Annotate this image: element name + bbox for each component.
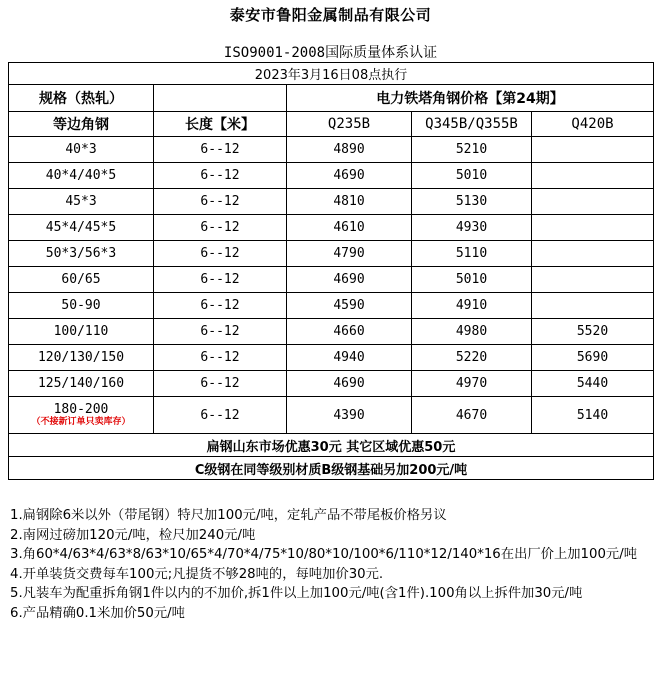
price-q235b: 4810 [287, 189, 412, 215]
price-table [8, 62, 654, 480]
price-q235b: 4590 [287, 293, 412, 319]
price-q420b [532, 241, 654, 267]
price-q345b: 4910 [412, 293, 532, 319]
length-cell: 6--12 [154, 293, 287, 319]
note-item: 2.南网过磅加120元/吨，检尺加240元/吨 [10, 527, 256, 543]
price-q420b [532, 293, 654, 319]
price-q345b: 5010 [412, 267, 532, 293]
grade-header-q420b: Q420B [532, 112, 654, 137]
price-q345b: 5010 [412, 163, 532, 189]
flat-steel-discount: 扁钢山东市场优惠30元 其它区域优惠50元 [9, 434, 654, 457]
price-q420b [532, 189, 654, 215]
price-q235b: 4690 [287, 267, 412, 293]
price-q345b: 4970 [412, 371, 532, 397]
price-q235b: 4690 [287, 371, 412, 397]
grade-header-q345b: Q345B/Q355B [412, 112, 532, 137]
price-q420b: 5690 [532, 345, 654, 371]
certification-line [0, 42, 661, 62]
table-row [9, 397, 654, 434]
note-item: 4.开单装货交费每车100元;凡提货不够28吨的，每吨加价30元. [10, 566, 384, 582]
table-row [9, 137, 654, 163]
price-q345b: 5220 [412, 345, 532, 371]
company-name: 泰安市鲁阳金属制品有限公司 [229, 6, 432, 24]
length-cell: 6--12 [154, 371, 287, 397]
table-row [9, 189, 654, 215]
price-q420b [532, 267, 654, 293]
length-cell: 6--12 [154, 345, 287, 371]
table-row [9, 267, 654, 293]
price-q420b: 5520 [532, 319, 654, 345]
price-q235b: 4660 [287, 319, 412, 345]
cert-description: 国际质量体系认证 [325, 45, 438, 61]
spec-header-equal-angle: 等边角钢 [9, 112, 154, 137]
spec-cell: 100/110 [9, 319, 154, 345]
spec-cell: 40*4/40*5 [9, 163, 154, 189]
price-q345b: 5210 [412, 137, 532, 163]
grade-header-q235b: Q235B [287, 112, 412, 137]
price-q235b: 4890 [287, 137, 412, 163]
c-grade-surcharge: C级钢在同等级别材质B级钢基础另加200元/吨 [9, 457, 654, 480]
price-q345b: 5110 [412, 241, 532, 267]
table-row [9, 241, 654, 267]
notes-list [10, 506, 655, 623]
spec-cell: 125/140/160 [9, 371, 154, 397]
price-q420b: 5140 [532, 397, 654, 434]
effective-date: 2023年3月16日08点执行 [9, 63, 654, 85]
note-item: 3.角60*4/63*4/63*8/63*10/65*4/70*4/75*10/80*10/100*6/110*12/140*16在出厂价上加100元/吨 [10, 547, 638, 562]
price-q420b [532, 163, 654, 189]
spec-cell: 45*3 [9, 189, 154, 215]
note-item: 5.凡装车为配重拆角钢1件以内的不加价,拆1件以上加100元/吨(含1件).100角以上拆件加30元/吨 [10, 586, 583, 601]
spec-cell: 60/65 [9, 267, 154, 293]
stock-only-note: （不接新订单只卖库存） [31, 417, 131, 427]
spec-cell: 50-90 [9, 293, 154, 319]
price-q235b: 4940 [287, 345, 412, 371]
length-cell: 6--12 [154, 397, 287, 434]
spec-cell: 40*3 [9, 137, 154, 163]
price-q235b: 4390 [287, 397, 412, 434]
price-q420b [532, 215, 654, 241]
price-q345b: 4670 [412, 397, 532, 434]
table-row [9, 215, 654, 241]
length-cell: 6--12 [154, 319, 287, 345]
table-row [9, 319, 654, 345]
price-q420b [532, 137, 654, 163]
length-cell: 6--12 [154, 163, 287, 189]
spec-cell: 50*3/56*3 [9, 241, 154, 267]
table-row [9, 163, 654, 189]
price-q420b: 5440 [532, 371, 654, 397]
note-item: 6.产品精确0.1米加价50元/吨 [10, 605, 185, 621]
spec-cell: 45*4/45*5 [9, 215, 154, 241]
length-cell: 6--12 [154, 137, 287, 163]
price-q345b: 4930 [412, 215, 532, 241]
spec-cell [9, 397, 154, 434]
length-header: 长度【米】 [154, 112, 287, 137]
length-cell: 6--12 [154, 215, 287, 241]
table-row [9, 371, 654, 397]
spec-header-hot-rolled: 规格（热轧） [9, 85, 154, 112]
price-q345b: 4980 [412, 319, 532, 345]
spec-value: 180-200 [53, 402, 109, 417]
price-q235b: 4690 [287, 163, 412, 189]
length-cell: 6--12 [154, 267, 287, 293]
length-cell: 6--12 [154, 241, 287, 267]
table-title: 电力铁塔角钢价格【第24期】 [287, 85, 654, 112]
table-row [9, 293, 654, 319]
price-q345b: 5130 [412, 189, 532, 215]
price-q235b: 4610 [287, 215, 412, 241]
note-item: 1.扁钢除6米以外（带尾钢）特尺加100元/吨，定轧产品不带尾板价格另议 [10, 508, 447, 523]
cert-standard: ISO9001-2008 [223, 45, 326, 61]
spec-cell: 120/130/150 [9, 345, 154, 371]
table-row [9, 345, 654, 371]
price-q235b: 4790 [287, 241, 412, 267]
length-cell: 6--12 [154, 189, 287, 215]
